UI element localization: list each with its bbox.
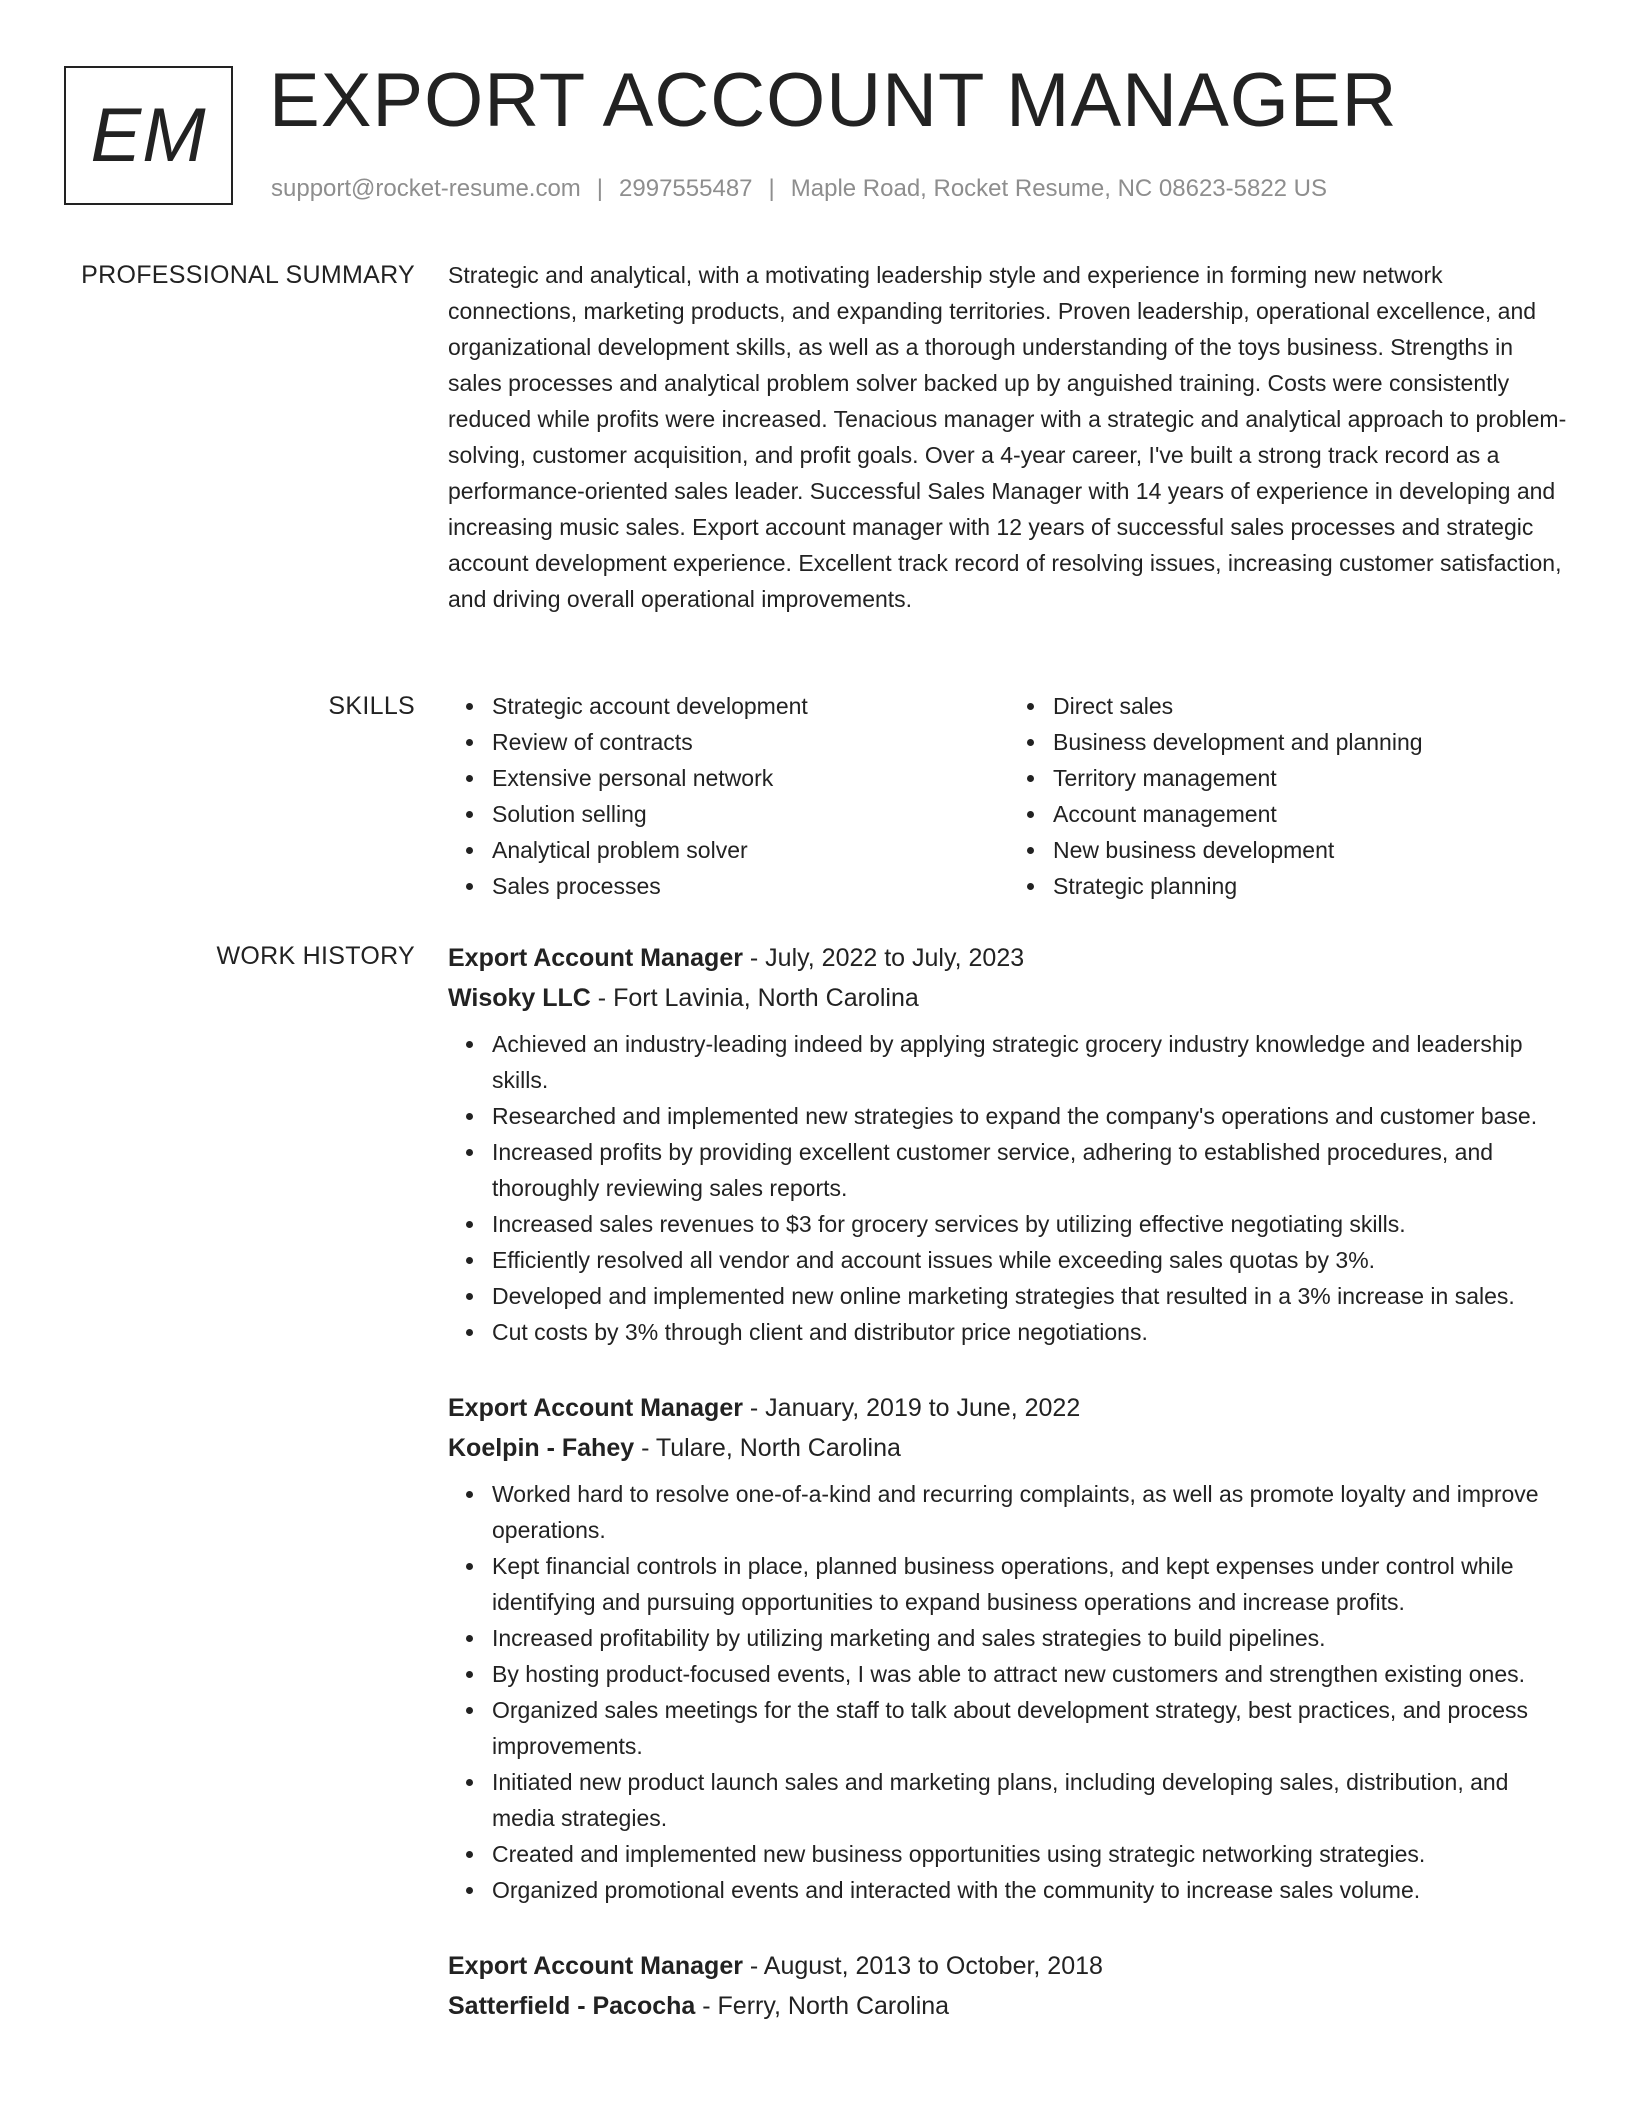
job-company: Satterfield - Pacocha	[448, 1992, 696, 2020]
job-entry	[448, 1946, 1570, 2026]
job-heading	[448, 1388, 1570, 1428]
skill-item: Review of contracts	[492, 724, 1009, 760]
job-heading	[448, 938, 1570, 978]
contact-separator: |	[768, 175, 775, 202]
job-bullet: Worked hard to resolve one-of-a-kind and recurring complaints, as well as promote loyalty and improve operations.	[492, 1476, 1570, 1548]
skills-list-left	[448, 688, 1009, 904]
job-bullet: Achieved an industry-leading indeed by applying strategic grocery industry knowledge and leadership skills.	[492, 1026, 1570, 1098]
job-bullets	[448, 1026, 1570, 1350]
job-employer	[448, 1428, 1570, 1468]
job-bullet: Increased sales revenues to $3 for grocery services by utilizing effective negotiating skills.	[492, 1206, 1570, 1242]
skill-item: Sales processes	[492, 868, 1009, 904]
contact-separator: |	[596, 175, 604, 202]
section-label-summary: PROFESSIONAL SUMMARY	[81, 261, 415, 289]
job-location: - Tulare, North Carolina	[634, 1434, 901, 1462]
job-bullet: Increased profits by providing excellent customer service, adhering to established procedures, and thoroughly reviewing sales reports.	[492, 1134, 1570, 1206]
job-bullets	[448, 1476, 1570, 1908]
job-bullet: Created and implemented new business opportunities using strategic networking strategies.	[492, 1836, 1570, 1872]
skill-item: Account management	[1053, 796, 1570, 832]
skill-item: Extensive personal network	[492, 760, 1009, 796]
job-title: Export Account Manager	[448, 944, 743, 972]
job-company: Koelpin - Fahey	[448, 1434, 635, 1462]
skill-item: Strategic account development	[492, 688, 1009, 724]
job-title: Export Account Manager	[448, 1952, 743, 1980]
skill-item: Direct sales	[1053, 688, 1570, 724]
job-bullet: Initiated new product launch sales and marketing plans, including developing sales, distribution, and media strategies.	[492, 1764, 1570, 1836]
contact-line	[271, 174, 1327, 204]
job-bullet: Organized sales meetings for the staff to talk about development strategy, best practices, and process improvements.	[492, 1692, 1570, 1764]
summary-text: Strategic and analytical, with a motivating leadership style and experience in forming new network connections, marketing products, and expanding territories. Proven leadership, operational excellence, and organizational development skills, as well as a thorough understanding of the toys business. Strengths in sales processes and analytical problem solver backed up by anguished training. Costs were consistently reduced while profits were increased. Tenacious manager with a strategic and analytical approach to problem-solving, customer acquisition, and profit goals. Over a 4-year career, I've built a strong track record as a performance-oriented sales leader. Successful Sales Manager with 14 years of experience in developing and increasing music sales. Export account manager with 12 years of successful sales processes and strategic account development experience. Excellent track record of resolving issues, increasing customer satisfaction, and driving overall operational improvements.	[448, 262, 1567, 612]
contact-address: Maple Road, Rocket Resume, NC 08623-5822 US	[790, 175, 1328, 202]
skill-item: Business development and planning	[1053, 724, 1570, 760]
skill-item: Territory management	[1053, 760, 1570, 796]
job-bullet: By hosting product-focused events, I was able to attract new customers and strengthen existing ones.	[492, 1656, 1570, 1692]
job-bullet: Developed and implemented new online marketing strategies that resulted in a 3% increase in sales.	[492, 1278, 1570, 1314]
job-location: - Ferry, North Carolina	[695, 1992, 950, 2020]
skill-item: Solution selling	[492, 796, 1009, 832]
page-title: EXPORT ACCOUNT MANAGER	[269, 58, 1398, 143]
contact-email: support@rocket-resume.com	[271, 175, 581, 202]
job-bullet: Organized promotional events and interacted with the community to increase sales volume.	[492, 1872, 1570, 1908]
skills-list-right	[1009, 688, 1570, 904]
section-label-skills: SKILLS	[328, 692, 415, 720]
job-employer	[448, 1986, 1570, 2026]
job-entry	[448, 1388, 1570, 1908]
job-dates: - January, 2019 to June, 2022	[742, 1394, 1081, 1422]
contact-phone: 2997555487	[619, 175, 753, 202]
monogram-box: EM	[64, 66, 233, 205]
job-location: - Fort Lavinia, North Carolina	[590, 984, 919, 1012]
job-dates: - August, 2013 to October, 2018	[742, 1952, 1103, 1980]
job-company: Wisoky LLC	[448, 984, 591, 1012]
job-employer	[448, 978, 1570, 1018]
skills-body	[448, 688, 1570, 904]
job-title: Export Account Manager	[448, 1394, 743, 1422]
job-dates: - July, 2022 to July, 2023	[742, 944, 1025, 972]
skill-item: Analytical problem solver	[492, 832, 1009, 868]
job-bullet: Researched and implemented new strategies to expand the company's operations and customer base.	[492, 1098, 1570, 1134]
job-bullet: Increased profitability by utilizing marketing and sales strategies to build pipelines.	[492, 1620, 1570, 1656]
summary-body	[448, 257, 1570, 617]
job-bullet: Cut costs by 3% through client and distributor price negotiations.	[492, 1314, 1570, 1350]
job-entry	[448, 938, 1570, 1350]
section-label-work: WORK HISTORY	[216, 942, 415, 970]
job-heading	[448, 1946, 1570, 1986]
job-bullet: Kept financial controls in place, planned business operations, and kept expenses under control while identifying and pursuing opportunities to expand business operations and increase profits.	[492, 1548, 1570, 1620]
work-body	[448, 938, 1570, 2064]
skill-item: New business development	[1053, 832, 1570, 868]
skill-item: Strategic planning	[1053, 868, 1570, 904]
job-bullet: Efficiently resolved all vendor and account issues while exceeding sales quotas by 3%.	[492, 1242, 1570, 1278]
